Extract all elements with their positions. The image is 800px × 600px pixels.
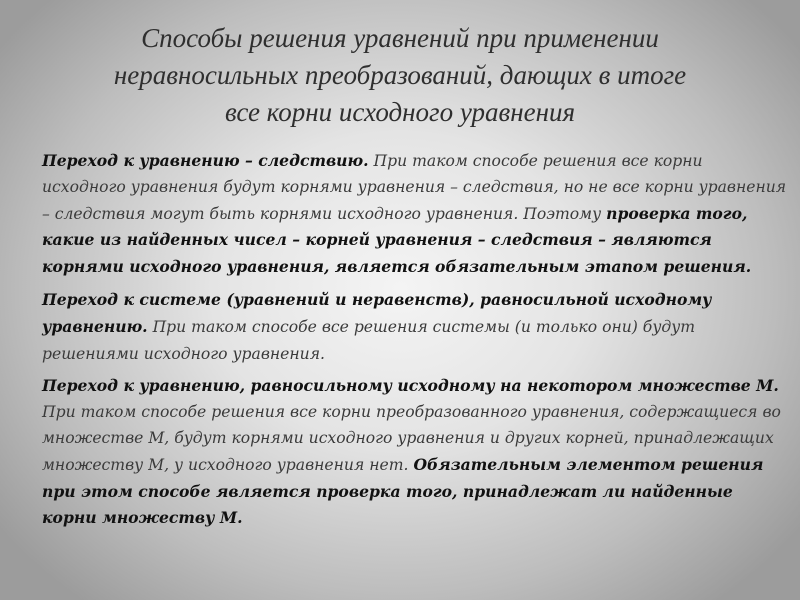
title-line: все корни исходного уравнения xyxy=(224,97,576,127)
title-line: Способы решения уравнений при применении xyxy=(141,23,659,53)
list-item xyxy=(14,373,790,532)
item-lead: Переход к уравнению – следствию. xyxy=(42,151,369,170)
item-emphasis: Обязательным элементом решения при этом способе является проверка того, принадлежат ли найденные корни множеству М. xyxy=(42,454,764,528)
list-item xyxy=(14,287,790,367)
item-body: При таком способе все решения системы (и только они) будут решениями исходного уравнения. xyxy=(42,317,696,363)
item-lead: Переход к уравнению, равносильному исходному на некотором множестве М. xyxy=(42,376,779,396)
bullet-list xyxy=(14,148,790,538)
item-lead: Переход к системе (уравнений и неравенств), равносильной исходному уравнению. xyxy=(42,289,712,336)
list-item xyxy=(14,148,790,281)
item-text xyxy=(42,148,790,281)
item-body: При таком способе решения все корни преобразованного уравнения, содержащиеся во множестве М, будут корнями исходного уравнения и других корней, принадлежащих множеству М, у исходного уравнения нет. xyxy=(42,403,781,474)
item-emphasis: проверка того, какие из найденных чисел – корней уравнения – следствия – являются корнями исходного уравнения, является обязательным этапом решения. xyxy=(42,203,752,277)
item-text xyxy=(42,287,790,367)
title-line: неравносильных преобразований, дающих в итоге xyxy=(113,60,687,90)
item-text xyxy=(42,373,790,532)
item-body: При таком способе решения все корни исходного уравнения будут корнями уравнения – следствия, но не все корни уравнения – следствия могут быть корнями исходного уравнения. Поэтому xyxy=(42,152,787,223)
slide-title xyxy=(40,20,760,131)
